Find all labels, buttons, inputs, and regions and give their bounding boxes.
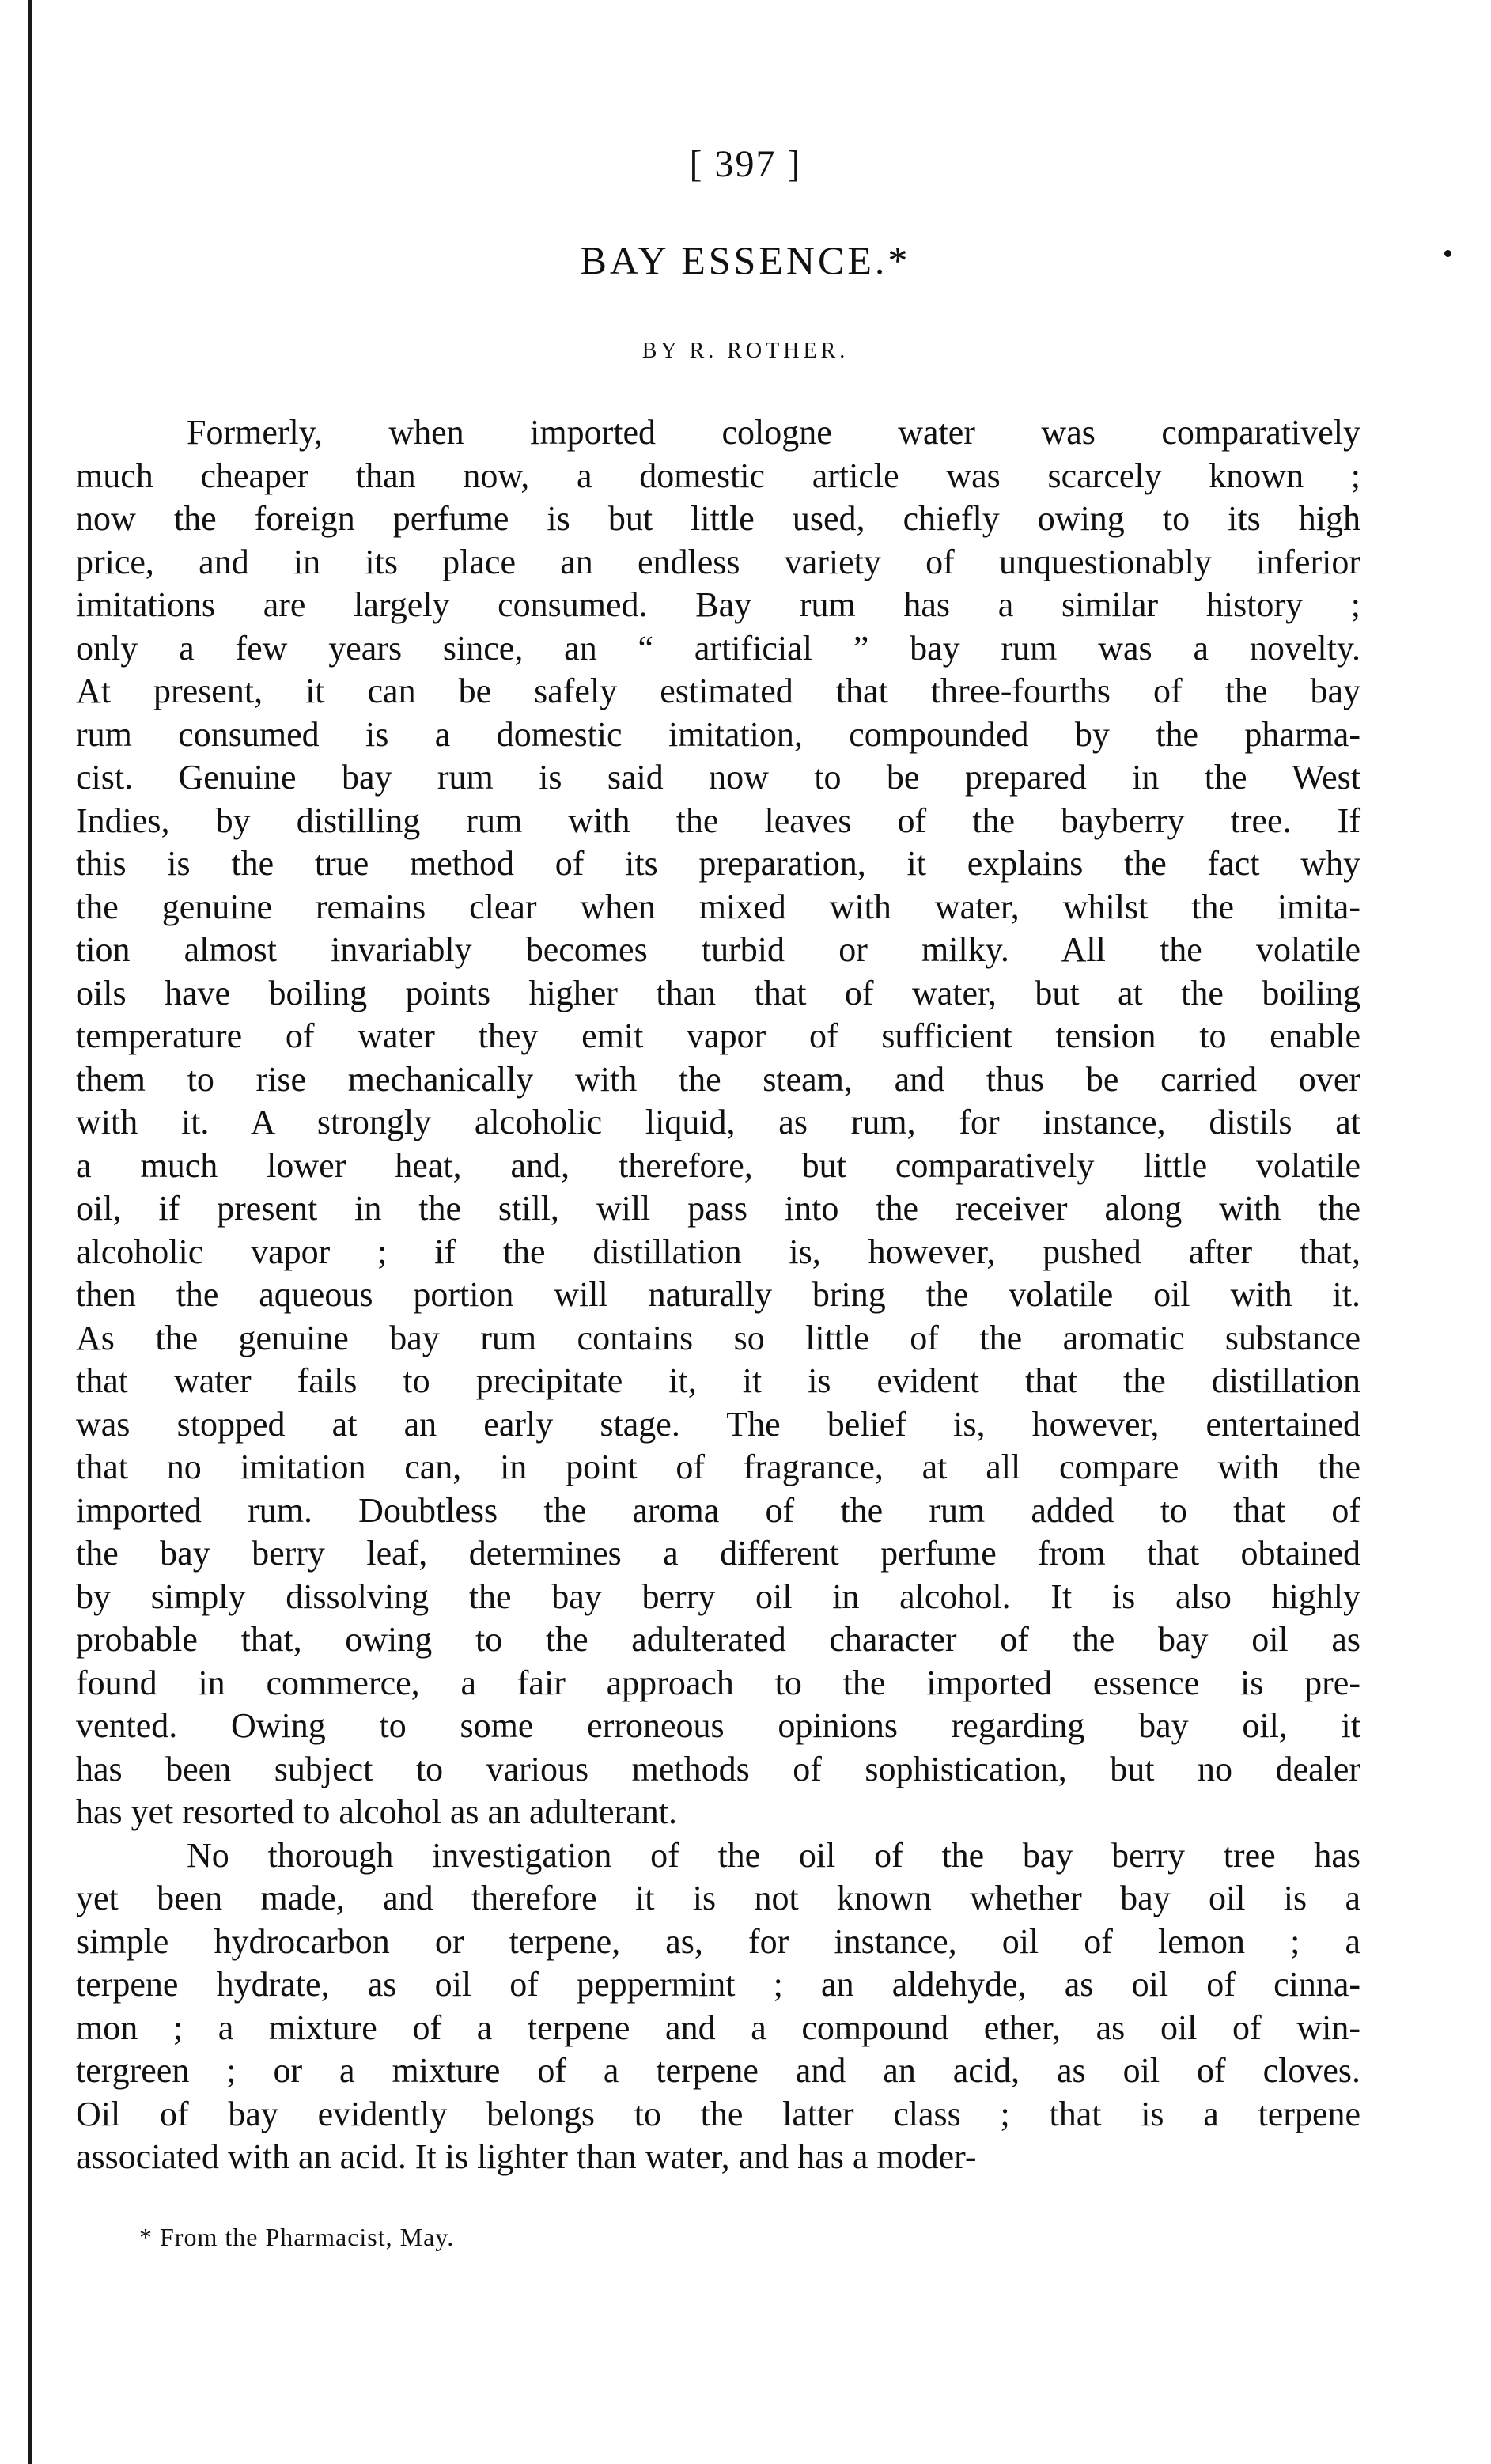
text-line: terpene hydrate, as oil of peppermint ; an aldehyde, as oil of cinna-: [76, 1965, 1360, 2004]
text-line: the genuine remains clear when mixed with water, whilst the imita-: [76, 887, 1360, 926]
page-number: [ 397 ]: [689, 143, 802, 185]
text-line: Oil of bay evidently belongs to the latter class ; that is a terpene: [76, 2094, 1360, 2133]
text-line: found in commerce, a fair approach to the imported essence is pre-: [76, 1663, 1360, 1702]
text-line: probable that, owing to the adulterated character of the bay oil as: [76, 1620, 1360, 1659]
text-line: alcoholic vapor ; if the distillation is, however, pushed after that,: [76, 1232, 1360, 1271]
text-line: only a few years since, an “ artificial ” bay rum was a novelty.: [76, 628, 1360, 668]
text-line: has yet resorted to alcohol as an adulterant.: [76, 1792, 677, 1831]
text-line: was stopped at an early stage. The belief is, however, entertained: [76, 1404, 1360, 1444]
article-body: [76, 411, 1360, 2179]
text-line: a much lower heat, and, therefore, but comparatively little volatile: [76, 1145, 1360, 1185]
text-line: by simply dissolving the bay berry oil in alcohol. It is also highly: [76, 1576, 1360, 1616]
text-line: price, and in its place an endless variety of unquestionably inferior: [76, 542, 1360, 581]
text-line: oils have boiling points higher than that of water, but at the boiling: [76, 973, 1360, 1012]
text-line: At present, it can be safely estimated that three-fourths of the bay: [76, 672, 1360, 710]
text-line: imitations are largely consumed. Bay rum has a similar history ;: [76, 585, 1360, 624]
text-line: No thorough investigation of the oil of the bay berry tree has: [187, 1835, 1360, 1875]
text-line: with it. A strongly alcoholic liquid, as rum, for instance, distils at: [76, 1103, 1360, 1141]
article-title: BAY ESSENCE.*: [580, 238, 911, 282]
text-line: tergreen ; or a mixture of a terpene and an acid, as oil of cloves.: [76, 2051, 1360, 2090]
text-line: simple hydrocarbon or terpene, as, for instance, oil of lemon ; a: [76, 1921, 1360, 1961]
paragraph: [76, 1834, 1360, 2179]
text-line: As the genuine bay rum contains so little of the aromatic substance: [76, 1318, 1360, 1357]
text-line: the bay berry leaf, determines a different perfume from that obtained: [76, 1534, 1360, 1573]
text-line: mon ; a mixture of a terpene and a compound ether, as oil of win-: [76, 2008, 1360, 2047]
text-line: now the foreign perfume is but little used, chiefly owing to its high: [76, 499, 1360, 538]
text-line: associated with an acid. It is lighter than water, and has a moder-: [76, 2137, 977, 2176]
text-line: temperature of water they emit vapor of sufficient tension to enable: [76, 1016, 1360, 1055]
text-line: has been subject to various methods of sophistication, but no dealer: [76, 1749, 1360, 1788]
text-line: rum consumed is a domestic imitation, compounded by the pharma-: [76, 714, 1360, 754]
text-line: Formerly, when imported cologne water was comparatively: [187, 413, 1360, 452]
footnote: * From the Pharmacist, May.: [139, 2223, 455, 2251]
text-line: yet been made, and therefore it is not known whether bay oil is a: [76, 1879, 1360, 1917]
article-byline: BY R. ROTHER.: [641, 339, 850, 363]
text-line: much cheaper than now, a domestic article was scarcely known ;: [76, 456, 1360, 495]
text-line: that water fails to precipitate it, it is evident that the distillation: [76, 1361, 1360, 1400]
text-line: that no imitation can, in point of fragrance, at all compare with the: [76, 1448, 1360, 1486]
text-line: this is the true method of its preparation, it explains the fact why: [76, 844, 1360, 883]
text-line: them to rise mechanically with the steam, and thus be carried over: [76, 1059, 1360, 1099]
text-line: oil, if present in the still, will pass into the receiver along with the: [76, 1189, 1360, 1228]
text-line: imported rum. Doubtless the aroma of the rum added to that of: [76, 1490, 1360, 1530]
text-line: Indies, by distilling rum with the leaves of the bayberry tree. If: [76, 801, 1360, 840]
text-line: then the aqueous portion will naturally bring the volatile oil with it.: [76, 1275, 1360, 1314]
page-edge-rule: [28, 0, 32, 2464]
text-line: vented. Owing to some erroneous opinions regarding bay oil, it: [76, 1706, 1360, 1745]
paragraph: [76, 411, 1360, 1834]
text-line: tion almost invariably becomes turbid or milky. All the volatile: [76, 930, 1360, 969]
text-line: cist. Genuine bay rum is said now to be prepared in the West: [76, 758, 1360, 797]
